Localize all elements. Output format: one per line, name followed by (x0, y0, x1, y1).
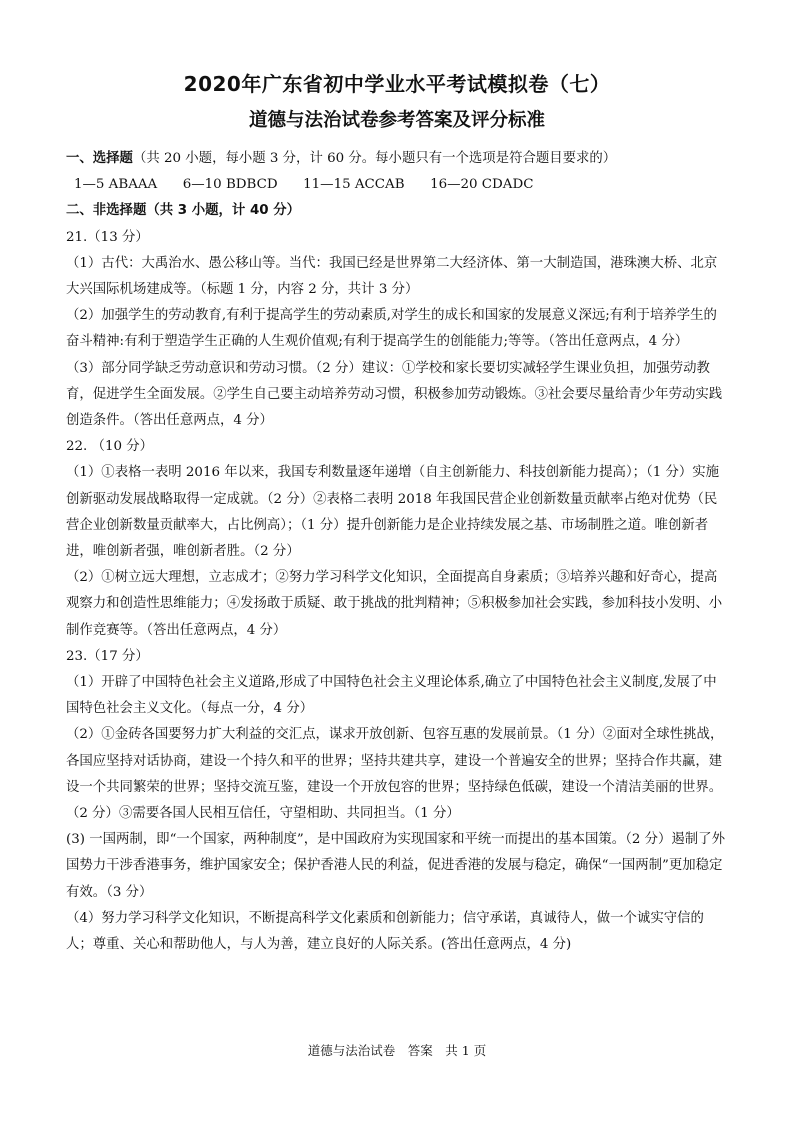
multiple-choice-answers: 1—5 ABAAA 6—10 BDBCD 11—15 ACCAB 16—20 CDADC (74, 177, 534, 193)
document-subtitle: 道德与法治试卷参考答案及评分标准 (248, 110, 545, 131)
question-21-part-1: （1）古代：大禹治水、愚公移山等。当代：我国已经是世界第二大经济体、第一大制造国，港珠澳大桥、北京大兴国际机场建成等。（标题 1 分，内容 2 分，共计 3 分） (66, 255, 718, 298)
question-23-part-4: （4）努力学习科学文化知识，不断提高科学文化素质和创新能力；信守承诺，真诚待人，做一个诚实守信的人；尊重、关心和帮助他人，与人为善，建立良好的人际关系。(答出任意两点，4 分) (66, 910, 704, 953)
question-22-part-1: （1）①表格一表明 2016 年以来，我国专利数量逐年递增（自主创新能力、科技创新能力提高）；（1 分）实施创新驱动发展战略取得一定成就。（2 分）②表格二表明 2018 年我国民营企业创新数量贡献率占绝对优势（民营企业创新数量贡献率大，占比例高）；（1 分）提升创新能力是企业持续发展之基、市场制胜之道。唯创新者进，唯创新者强，唯创新者胜。（2 分） (66, 465, 720, 560)
question-23-part-2: （2）①金砖各国要努力扩大利益的交汇点，谋求开放创新、包容互惠的发展前景。（1 分）②面对全球性挑战，各国应坚持对话协商，建设一个持久和平的世界；坚持共建共享，建设一个普遍安全的世界；坚持合作共赢，建设一个共同繁荣的世界；坚持交流互鉴，建设一个开放包容的世界；坚持绿色低碳，建设一个清洁美丽的世界。（2 分）③需要各国人民相互信任，守望相助、共同担当。（1 分） (66, 727, 724, 822)
question-22-part-2: （2）①树立远大理想，立志成才；②努力学习科学文化知识，全面提高自身素质；③培养兴趣和好奇心，提高观察力和创造性思维能力；④发扬敢于质疑、敢于挑战的批判精神；⑤积极参加社会实践，参加科技小发明、小制作竞赛等。（答出任意两点，4 分） (66, 570, 723, 638)
question-22-header: 22. （10 分） (66, 439, 154, 455)
section-2-heading: 二、非选择题（共 3 小题，计 40 分） (66, 203, 301, 219)
section-1-description: （共 20 小题，每小题 3 分，计 60 分。每小题只有一个选项是符合题目要求的） (132, 151, 617, 166)
page-footer: 道德与法治试卷 答案 共 1 页 (307, 1043, 487, 1058)
question-23-part-3: (3) 一国两制，即“一个国家，两种制度”，是中国政府为实现国家和平统一而提出的基本国策。（2 分）遏制了外国势力干涉香港事务，维护国家安全；保护香港人民的利益，促进香港的发展与稳定，确保“一国两制”更加稳定有效。（3 分） (66, 832, 725, 900)
question-23-header: 23.（17 分） (66, 648, 149, 664)
question-23-part-1: （1）开辟了中国特色社会主义道路,形成了中国特色社会主义理论体系,确立了中国特色社会主义制度,发展了中国特色社会主义文化。（每点一分，4 分） (66, 675, 717, 717)
question-21-part-3: （3）部分同学缺乏劳动意识和劳动习惯。（2 分）建议：①学校和家长要切实减轻学生课业负担，加强劳动教育，促进学生全面发展。②学生自己要主动培养劳动习惯，积极参加劳动锻炼。③社会要尽量给青少年劳动实践创造条件。（答出任意两点，4 分） (66, 360, 723, 429)
section-1-heading-line (66, 146, 730, 172)
question-21-header: 21.（13 分） (66, 229, 149, 245)
document-title: 2020年广东省初中学业水平考试模拟卷（七） (183, 72, 611, 96)
question-21-part-2: （2）加强学生的劳动教育,有利于提高学生的劳动素质,对学生的成长和国家的发展意义深远;有利于培养学生的奋斗精神:有利于塑造学生正确的人生观价值观;有利于提高学生的创能能力;等等。（答出任意两点，4 分） (66, 308, 717, 350)
section-1-heading: 一、选择题 (66, 151, 133, 166)
answer-body (66, 146, 730, 958)
